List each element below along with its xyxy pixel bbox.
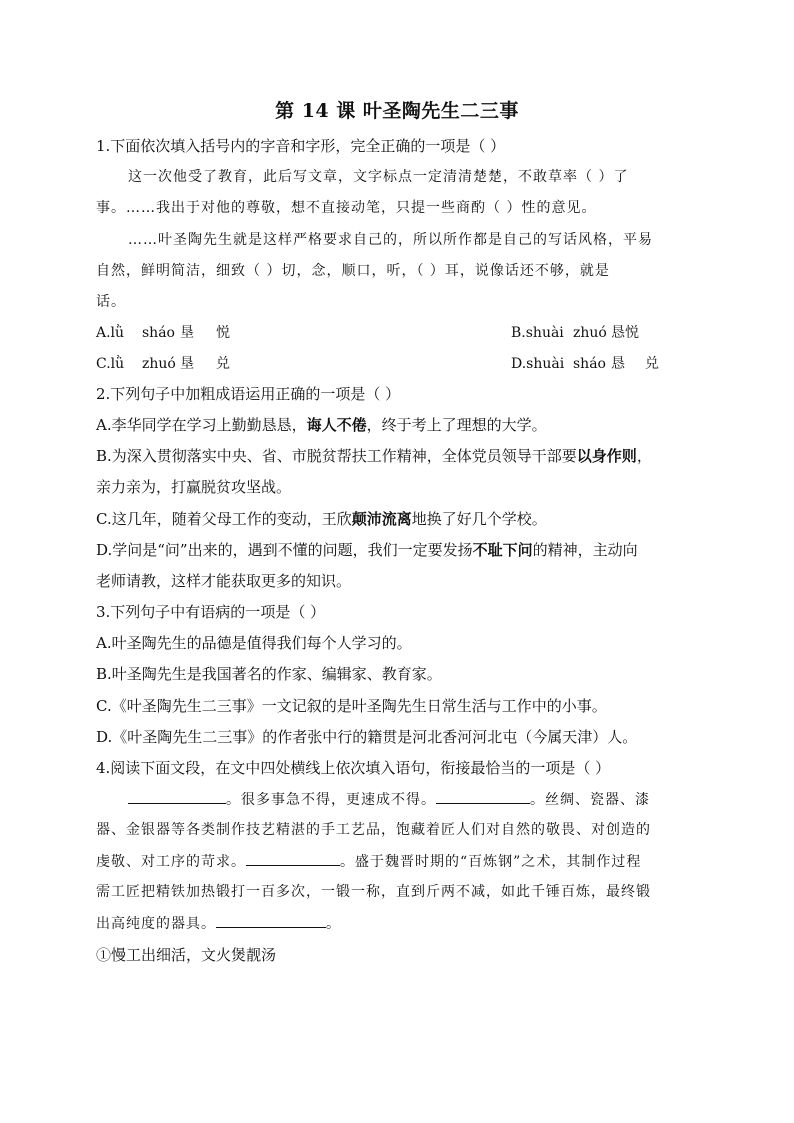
- q1-option-d: D.shuài sháo 恳 兑: [511, 356, 659, 372]
- q3-stem: 3.下列句子中有语病的一项是（ ）: [96, 603, 326, 621]
- q2-idiom-c: 颠沛流离: [351, 510, 412, 528]
- q1-stem: 1.下面依次填入括号内的字音和字形，完全正确的一项是（ ）: [96, 137, 506, 155]
- q2-idiom-b: 以身作则: [576, 447, 637, 465]
- q4-passage-line3: 虔敬、对工序的苛求。 。盛于魏晋时期的“百炼钢”之术，其制作过程: [96, 851, 641, 872]
- q3-option-d: D.《叶圣陶先生二三事》的作者张中行的籍贯是河北香河河北屯（今属天津）人。: [96, 728, 638, 746]
- q4-blank-4: [216, 913, 326, 928]
- q2-option-b-line2: 亲力亲为，打赢脱贫攻坚战。: [96, 478, 292, 496]
- q4-blank-3: [246, 851, 340, 866]
- q4-passage-line2: 器、金银器等各类制作技艺精湛的手工艺品，饱藏着匠人们对自然的敬畏、对创造的: [96, 822, 651, 838]
- q2-stem: 2.下列句子中加粗成语运用正确的一项是（ ）: [96, 385, 401, 403]
- q3-option-b: B.叶圣陶先生是我国著名的作家、编辑家、教育家。: [96, 665, 442, 683]
- lesson-title: 第 14 课 叶圣陶先生二三事: [275, 100, 519, 122]
- q4-passage-line1: 。很多事急不得，更速成不得。 。丝绸、瓷器、漆: [128, 789, 650, 810]
- q4-passage-line4: 需工匠把精铁加热锻打一百多次，一锻一称，直到斤两不减，如此千锤百炼，最终锻: [96, 884, 651, 900]
- q1-option-a: A.lǜ sháo 垦 悦: [96, 325, 230, 341]
- q1-passage-p2-line2: 自然，鲜明简洁，细致（ ）切，念，顺口，听，（ ）耳，说像话还不够，就是: [96, 263, 610, 279]
- q4-blank-1: [128, 789, 226, 804]
- q2-idiom-d: 不耻下问: [472, 541, 533, 559]
- q3-option-c: C.《叶圣陶先生二三事》一文记叙的是叶圣陶先生日常生活与工作中的小事。: [96, 697, 607, 715]
- q1-passage-p1-line1: 这一次他受了教育，此后写文章，文字标点一定清清楚楚，不敢草率（ ）了: [128, 169, 629, 185]
- q4-blank-2: [436, 789, 530, 804]
- q2-option-d: D.学问是“问”出来的，遇到不懂的问题，我们一定要发扬不耻下问的精神，主动向: [96, 541, 638, 559]
- q1-passage-p2-line1: ……叶圣陶先生就是这样严格要求自己的，所以所作都是自己的写话风格，平易: [128, 232, 653, 248]
- q2-option-c: C.这几年，随着父母工作的变动，王欣颠沛流离地换了好几个学校。: [96, 510, 547, 528]
- q1-option-c: C.lǜ zhuó 垦 兑: [96, 356, 230, 372]
- q2-idiom-a: 诲人不倦: [306, 416, 367, 434]
- q4-item-1: ①慢工出细活，文火煲靓汤: [96, 946, 277, 964]
- q4-passage-line5: 出高纯度的器具。 。: [96, 913, 341, 934]
- q4-stem: 4.阅读下面文段，在文中四处横线上依次填入语句，衔接最恰当的一项是（ ）: [96, 759, 611, 777]
- q2-option-b: B.为深入贯彻落实中央、省、市脱贫帮扶工作精神，全体党员领导干部要以身作则，: [96, 447, 652, 465]
- q1-passage-p1-line2: 事。……我出于对他的尊敬，想不直接动笔，只提一些商酌（ ）性的意见。: [96, 200, 597, 216]
- q2-option-d-line2: 老师请教，这样才能获取更多的知识。: [96, 572, 352, 590]
- q1-passage-p2-line3: 话。: [96, 294, 126, 310]
- q3-option-a: A.叶圣陶先生的品德是值得我们每个人学习的。: [96, 634, 412, 652]
- q2-option-a: A.李华同学在学习上勤勤恳恳，诲人不倦，终于考上了理想的大学。: [96, 416, 547, 434]
- q1-option-b: B.shuài zhuó 恳悦: [511, 325, 639, 341]
